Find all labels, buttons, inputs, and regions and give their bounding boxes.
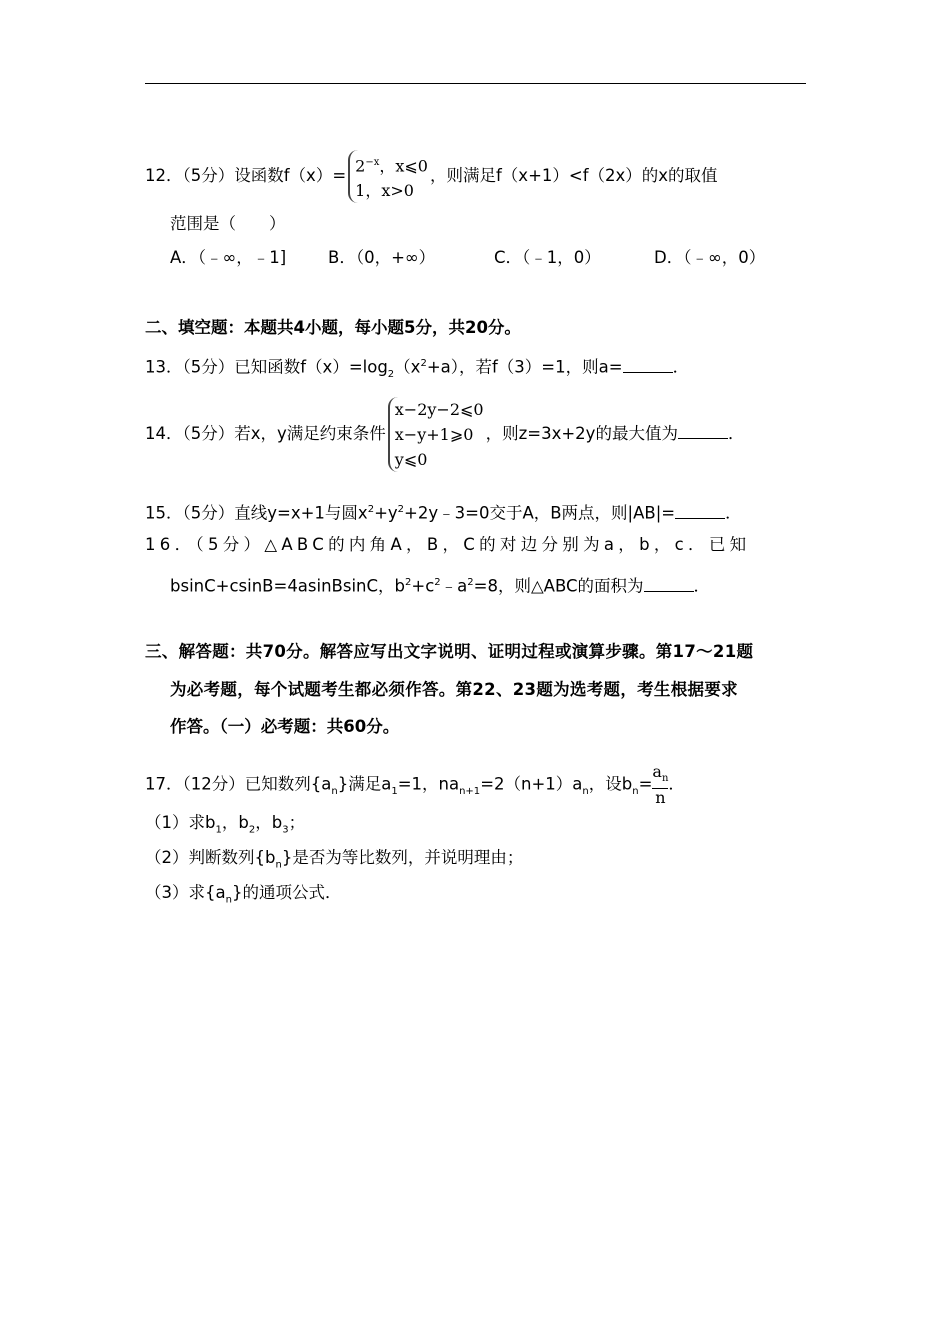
exp: 2: [467, 577, 474, 588]
p2-text: （2）判断数列{b: [145, 848, 276, 867]
q16-mid: +c: [411, 576, 435, 596]
q12-text: 12．（5分）设函数f（x）=: [145, 166, 347, 186]
q16-text: bsinC+csinB=4asinBsinC，b: [170, 576, 406, 596]
question-12: [145, 150, 718, 203]
q17-end: ．: [668, 774, 685, 794]
section-3-heading-3: 作答。（一）必考题：共60分。: [170, 717, 400, 736]
q15-mid: +y: [374, 503, 398, 523]
q17-part-2: [145, 848, 523, 875]
answer-blank: [675, 504, 725, 519]
q13-end: ．: [672, 357, 690, 377]
section-3-heading-2: 为必考题，每个试题考生都必须作答。第22、23题为选考题，考生根据要求: [170, 680, 738, 699]
constraint-system: [388, 397, 484, 472]
exp: 2: [434, 577, 441, 588]
question-14: [145, 397, 744, 472]
p1-m2: ，b: [255, 813, 283, 832]
q17-m5: =: [638, 774, 653, 794]
option-b: B．（0，+∞）: [328, 248, 436, 267]
sub: n: [331, 785, 338, 797]
exp: 2: [405, 577, 412, 588]
constraint-1: x−2y−2⩽0: [394, 400, 484, 419]
p3-text: （3）求{a: [145, 883, 226, 902]
q13-mid: （x: [394, 357, 421, 377]
section-2-heading: 二、填空题：本题共4小题，每小题5分，共20分。: [145, 318, 521, 337]
q16-mid2: ﹣a: [440, 576, 468, 596]
q16-end: ．: [693, 576, 711, 596]
denominator: n: [655, 788, 666, 808]
p3-post: }的通项公式．: [231, 883, 342, 902]
case1-cond: ，x⩽0: [379, 156, 428, 176]
q13-post: +a），若f（3）=1，则a=: [426, 357, 623, 377]
q17-text: 17．（12分）已知数列{a: [145, 774, 332, 794]
constraint-3: y⩽0: [394, 450, 428, 469]
case1: 2: [355, 156, 366, 176]
q14-end: ．: [727, 424, 745, 443]
sub: n: [275, 859, 282, 871]
case1-exp: −x: [365, 157, 380, 168]
q14-text: 14．（5分）若x，y满足约束条件: [145, 424, 386, 443]
q13-text: 13．（5分）已知函数f（x）=log: [145, 357, 388, 377]
sub: n: [661, 773, 669, 785]
exp: 2: [397, 504, 405, 515]
exp: 2: [420, 358, 427, 369]
sub: n: [582, 785, 589, 797]
answer-blank: [644, 577, 694, 592]
q17-part-3: [145, 883, 341, 910]
option-c: C．（﹣1，0）: [494, 248, 601, 267]
section-3-heading: 三、解答题：共70分。解答应写出文字说明、证明过程或演算步骤。第17～21题: [145, 642, 754, 661]
q16-line2: [170, 573, 710, 597]
log-base: 2: [387, 368, 395, 380]
question-13: [145, 354, 689, 385]
q17-m4: ，设b: [588, 774, 633, 794]
q17-part-1: [145, 813, 305, 840]
case2: 1，x>0: [355, 181, 414, 201]
question-15: [145, 500, 742, 524]
question-16: 16．（5分）△ABC的内角A，B，C的对边分别为a，b，c．已知: [145, 535, 751, 554]
sub: 1: [215, 824, 222, 836]
option-a: A．（﹣∞，﹣1]: [170, 248, 287, 267]
sub: n+1: [459, 785, 481, 797]
p1-m1: ，b: [221, 813, 249, 832]
q17-m3: =2（n+1）a: [480, 774, 583, 794]
q16-post: =8，则△ABC的面积为: [473, 576, 644, 596]
header-rule: [145, 83, 806, 84]
sub: 3: [282, 824, 289, 836]
sub: 1: [391, 785, 398, 797]
fraction: [652, 763, 668, 807]
answer-blank: [678, 424, 728, 439]
sub: 2: [248, 824, 256, 836]
q12-text-post: ，则满足f（x+1）<f（2x）的x的取值: [430, 166, 718, 186]
p1-end: ；: [288, 813, 306, 832]
q15-post: +2y﹣3=0交于A，B两点，则|AB|=: [404, 503, 676, 523]
exp: 2: [367, 504, 375, 515]
q17-m1: }满足a: [337, 774, 392, 794]
option-d: D．（﹣∞，0）: [654, 248, 766, 267]
p2-post: }是否为等比数列，并说明理由；: [281, 848, 524, 867]
q15-text: 15．（5分）直线y=x+1与圆x: [145, 503, 368, 523]
q17-m2: =1，na: [397, 774, 460, 794]
answer-blank: [623, 358, 673, 373]
constraint-2: x−y+1⩾0: [394, 425, 474, 444]
q15-end: ．: [725, 503, 742, 523]
question-17: [145, 763, 685, 807]
p1-text: （1）求b: [145, 813, 216, 832]
sub: n: [632, 785, 639, 797]
sub: n: [225, 894, 232, 906]
q12-line2: 范围是（ ）: [170, 214, 286, 233]
numerator: a: [652, 762, 662, 781]
q14-post: ，则z=3x+2y的最大值为: [485, 424, 678, 443]
piecewise-function: [348, 150, 428, 203]
q12-options: [170, 248, 765, 268]
